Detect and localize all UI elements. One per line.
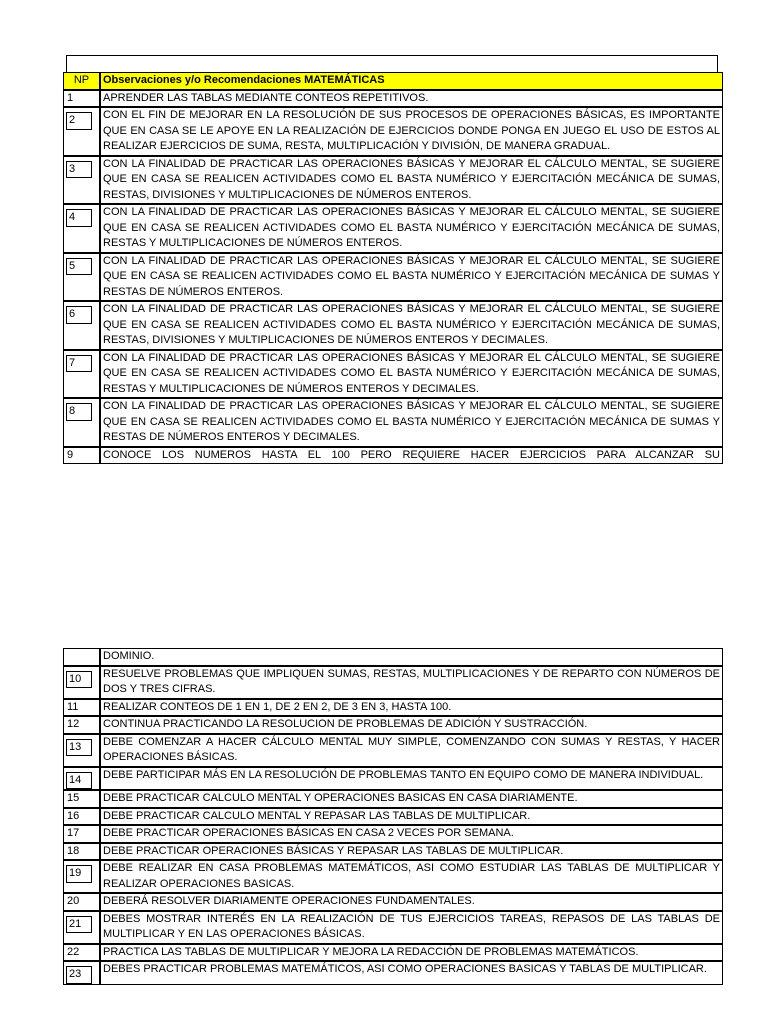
row-number: 23 [63,961,100,985]
row-number: 3 [63,156,100,205]
table-row [63,301,723,350]
row-number: 19 [63,860,100,893]
row-number: 14 [63,767,100,791]
table-row [63,843,723,861]
table-row [63,398,723,447]
row-observation: DEBERÁ RESOLVER DIARIAMENTE OPERACIONES FUNDAMENTALES. [100,893,723,911]
row-observation: DEBES MOSTRAR INTERÉS EN LA REALIZACIÓN DE TUS EJERCICIOS TAREAS, REPASOS DE LAS TABLAS DE MULTIPLICAR Y EN LAS OPERACIONES BÁSICAS. [100,911,723,944]
table-row [63,666,723,699]
table-row-continuation [63,648,723,666]
row-number: 2 [63,107,100,156]
row-observation: CON LA FINALIDAD DE PRACTICAR LAS OPERACIONES BÁSICAS Y MEJORAR EL CÁLCULO MENTAL, SE SUGIERE QUE EN CASA SE REALICEN ACTIVIDADES COMO EL BASTA NUMÉRICO Y EJERCITACIÓN MECÁNICA DE SUMAS, RESTAS Y MULTIPLICACIONES DE NÚMEROS ENTEROS Y DECIMALES. [100,350,723,399]
table-header-row [63,72,723,90]
row-number: 8 [63,398,100,447]
row-observation: CONTINUA PRACTICANDO LA RESOLUCION DE PROBLEMAS DE ADICIÓN Y SUSTRACCIÓN. [100,716,723,734]
row-observation: DEBE COMENZAR A HACER CÁLCULO MENTAL MUY SIMPLE, COMENZANDO CON SUMAS Y RESTAS, Y HACER OPERACIONES BÁSICAS. [100,734,723,767]
table-row [63,156,723,205]
row-observation: CON LA FINALIDAD DE PRACTICAR LAS OPERACIONES BÁSICAS Y MEJORAR EL CÁLCULO MENTAL, SE SUGIERE QUE EN CASA SE REALICEN ACTIVIDADES COMO EL BASTA NUMÉRICO Y EJERCITACIÓN MECÁNICA DE SUMAS, RESTAS Y MULTIPLICACIONES DE NÚMEROS ENTEROS. [100,204,723,253]
row-observation: CON LA FINALIDAD DE PRACTICAR LAS OPERACIONES BÁSICAS Y MEJORAR EL CÁLCULO MENTAL, SE SUGIERE QUE EN CASA SE REALICEN ACTIVIDADES COMO EL BASTA NUMÉRICO Y EJERCITACIÓN MECÁNICA DE SUMAS Y RESTAS DE NÚMEROS ENTEROS Y DECIMALES. [100,398,723,447]
table-row [63,911,723,944]
row-observation: DEBE PRACTICAR CALCULO MENTAL Y OPERACIONES BASICAS EN CASA DIARIAMENTE. [100,790,723,808]
row-number: 7 [63,350,100,399]
row-observation: REALIZAR CONTEOS DE 1 EN 1, DE 2 EN 2, DE 3 EN 3, HASTA 100. [100,699,723,717]
row-number: 5 [63,253,100,302]
table-row [63,253,723,302]
np-header: NP [63,72,100,90]
row-observation: PRACTICA LAS TABLAS DE MULTIPLICAR Y MEJORA LA REDACCIÓN DE PROBLEMAS MATEMÁTICOS. [100,944,723,962]
row-observation: CON EL FIN DE MEJORAR EN LA RESOLUCIÓN DE SUS PROCESOS DE OPERACIONES BÁSICAS, ES IMPORTANTE QUE EN CASA SE LE APOYE EN LA REALIZACIÓN DE EJERCICIOS DONDE PONGA EN JUEGO EL USO DE ESTOS AL REALIZAR EJERCICIOS DE SUMA, RESTA, MULTIPLICACIÓN Y DIVISIÓN, DE MANERA GRADUAL. [100,107,723,156]
table-row [63,107,723,156]
row-number: 11 [63,699,100,717]
row-number [63,648,100,666]
row-number: 12 [63,716,100,734]
table-row [63,716,723,734]
sheet-top-border [66,55,718,72]
row-number: 20 [63,893,100,911]
row-observation: CONOCE LOS NUMEROS HASTA EL 100 PERO REQUIERE HACER EJERCICIOS PARA ALCANZAR SU [100,447,723,465]
row-observation: APRENDER LAS TABLAS MEDIANTE CONTEOS REPETITIVOS. [100,90,723,108]
table-row [63,350,723,399]
table-row [63,734,723,767]
row-observation: DEBES PRACTICAR PROBLEMAS MATEMÁTICOS, ASI COMO OPERACIONES BASICAS Y TABLAS DE MULTIPLICAR. [100,961,723,985]
table-row [63,204,723,253]
row-observation: CON LA FINALIDAD DE PRACTICAR LAS OPERACIONES BÁSICAS Y MEJORAR EL CÁLCULO MENTAL, SE SUGIERE QUE EN CASA SE REALICEN ACTIVIDADES COMO EL BASTA NUMÉRICO Y EJERCITACIÓN MECÁNICA DE SUMAS, RESTAS, DIVISIONES Y MULTIPLICACIONES DE NÚMEROS ENTEROS. [100,156,723,205]
row-number: 15 [63,790,100,808]
table-row [63,893,723,911]
table-row [63,447,723,465]
row-observation: DEBE REALIZAR EN CASA PROBLEMAS MATEMÁTICOS, ASI COMO ESTUDIAR LAS TABLAS DE MULTIPLICAR Y REALIZAR OPERACIONES BASICAS. [100,860,723,893]
row-observation: DEBE PRACTICAR OPERACIONES BÁSICAS EN CASA 2 VECES POR SEMANA. [100,825,723,843]
observations-table-page2 [63,648,723,985]
table-row [63,825,723,843]
table-row [63,90,723,108]
table-row [63,961,723,985]
row-number: 21 [63,911,100,944]
row-number: 18 [63,843,100,861]
row-observation: DEBE PARTICIPAR MÁS EN LA RESOLUCIÓN DE PROBLEMAS TANTO EN EQUIPO COMO DE MANERA INDIVIDUAL. [100,767,723,791]
observations-table-page1 [63,72,723,464]
observations-header: Observaciones y/o Recomendaciones MATEMÁTICAS [100,72,723,90]
row-number: 4 [63,204,100,253]
table-row [63,790,723,808]
row-observation: CON LA FINALIDAD DE PRACTICAR LAS OPERACIONES BÁSICAS Y MEJORAR EL CÁLCULO MENTAL, SE SUGIERE QUE EN CASA SE REALICEN ACTIVIDADES COMO EL BASTA NUMÉRICO Y EJERCITACIÓN MECÁNICA DE SUMAS Y RESTAS DE NÚMEROS ENTEROS. [100,253,723,302]
row-number: 6 [63,301,100,350]
row-number: 16 [63,808,100,826]
row-observation: DOMINIO. [100,648,723,666]
table-row [63,699,723,717]
row-observation: DEBE PRACTICAR OPERACIONES BÁSICAS Y REPASAR LAS TABLAS DE MULTIPLICAR. [100,843,723,861]
row-observation: RESUELVE PROBLEMAS QUE IMPLIQUEN SUMAS, RESTAS, MULTIPLICACIONES Y DE REPARTO CON NÚMEROS DE DOS Y TRES CIFRAS. [100,666,723,699]
row-number: 10 [63,666,100,699]
row-number: 9 [63,447,100,465]
table-row [63,767,723,791]
row-observation: CON LA FINALIDAD DE PRACTICAR LAS OPERACIONES BÁSICAS Y MEJORAR EL CÁLCULO MENTAL, SE SUGIERE QUE EN CASA SE REALICEN ACTIVIDADES COMO EL BASTA NUMÉRICO Y EJERCITACIÓN MECÁNICA DE SUMAS, RESTAS, DIVISIONES Y MULTIPLICACIONES DE NÚMEROS ENTEROS Y DECIMALES. [100,301,723,350]
row-number: 1 [63,90,100,108]
row-number: 22 [63,944,100,962]
table-row [63,944,723,962]
table-row [63,808,723,826]
table-row [63,860,723,893]
row-observation: DEBE PRACTICAR CALCULO MENTAL Y REPASAR LAS TABLAS DE MULTIPLICAR. [100,808,723,826]
row-number: 13 [63,734,100,767]
row-number: 17 [63,825,100,843]
